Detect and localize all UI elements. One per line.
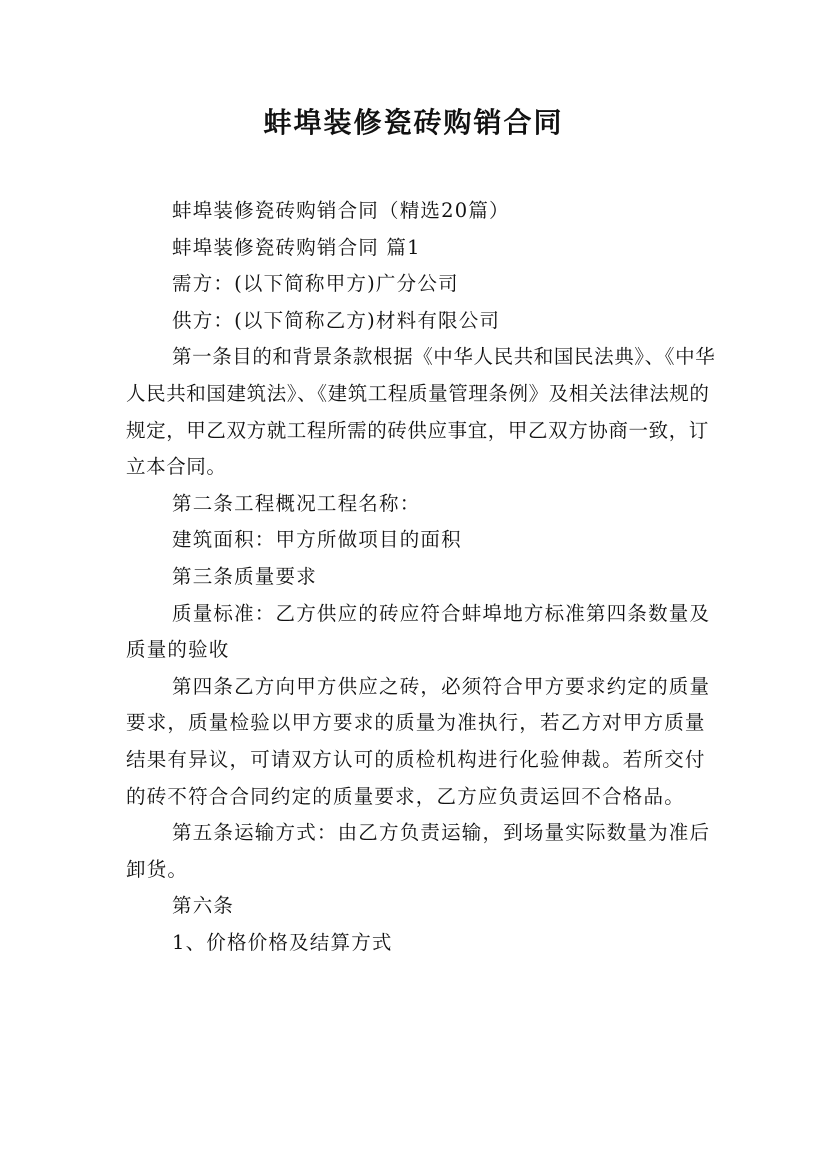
paragraph-building-area: 建筑面积：甲方所做项目的面积 xyxy=(172,528,462,552)
document-title: 蚌埠装修瓷砖购销合同 xyxy=(263,106,564,139)
paragraph-buyer: 需方：(以下简称甲方)广分公司 xyxy=(172,272,459,296)
paragraph-quality-standard: 质量标准：乙方供应的砖应符合蚌埠地方标准第四条数量及质量的验收 xyxy=(126,601,711,662)
paragraph-article-6: 第六条 xyxy=(172,894,235,918)
paragraph-price-settlement: 1、价格价格及结算方式 xyxy=(172,930,393,954)
paragraph-supplier: 供方：(以下简称乙方)材料有限公司 xyxy=(172,308,501,332)
paragraph-article-4: 第四条乙方向甲方供应之砖，必须符合甲方要求约定的质量要求，质量检验以甲方要求的质量为准执行，若乙方对甲方质量结果有异议，可请双方认可的质检机构进行化验伸裁。若所交付的砖不符合合同约定的质量要求，乙方应负责运回不合格品。 xyxy=(126,674,711,808)
document-body xyxy=(126,193,726,961)
paragraph-article-5: 第五条运输方式：由乙方负责运输，到场量实际数量为准后卸货。 xyxy=(126,821,711,881)
paragraph-article-3: 第三条质量要求 xyxy=(172,564,317,588)
paragraph-article-2: 第二条工程概况工程名称： xyxy=(172,491,421,515)
paragraph-subtitle: 蚌埠装修瓷砖购销合同（精选20篇） xyxy=(172,199,510,222)
paragraph-section-heading: 蚌埠装修瓷砖购销合同 篇1 xyxy=(172,235,421,259)
paragraph-article-1: 第一条目的和背景条款根据《中华人民共和国民法典》、《中华人民共和国建筑法》、《建筑工程质量管理条例》及相关法律法规的规定，甲乙双方就工程所需的砖供应事宜，甲乙双方协商一致，订立本合同。 xyxy=(126,345,716,479)
